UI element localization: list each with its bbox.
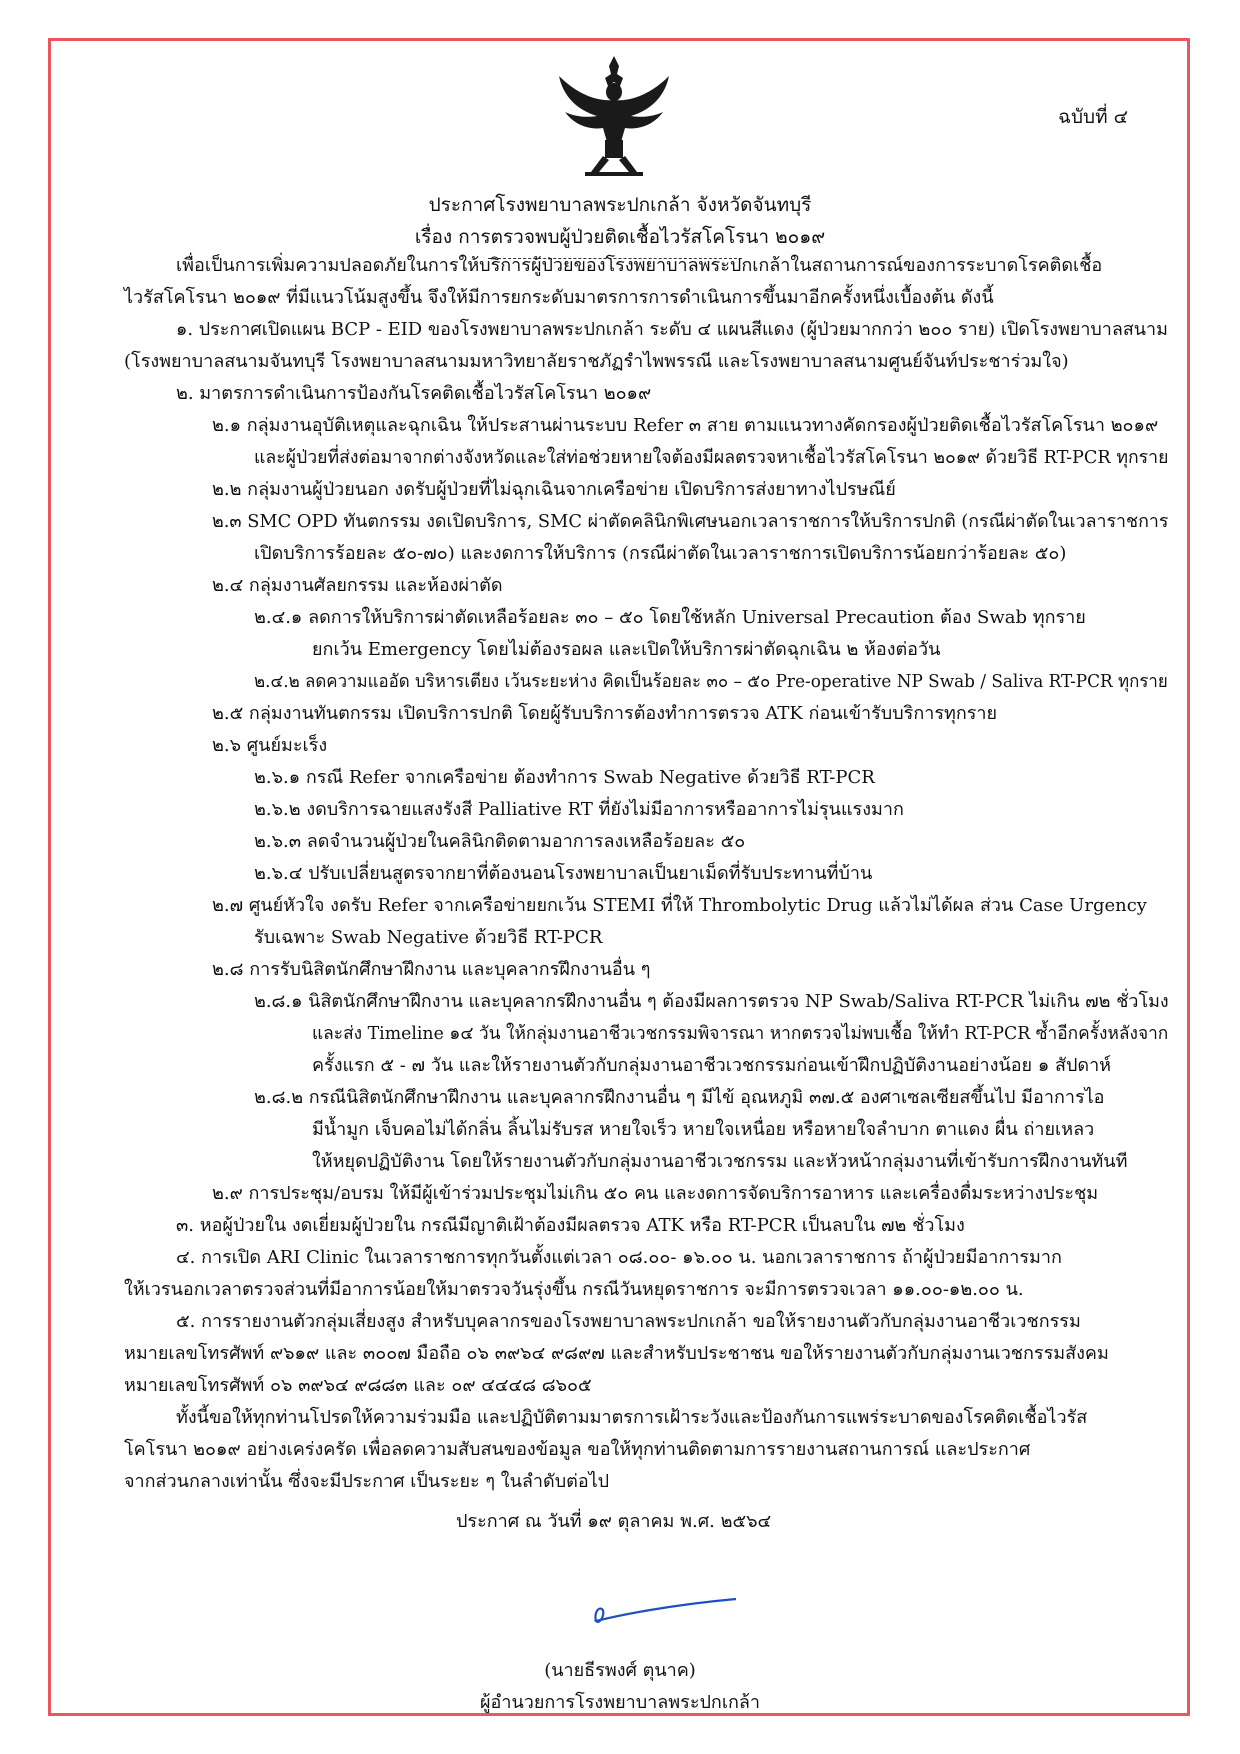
item-2-6-1: ๒.๖.๑ กรณี Refer จากเครือข่าย ต้องทำการ Swab Negative ด้วยวิธี RT-PCR — [254, 767, 875, 788]
closing-line: โคโรนา ๒๐๑๙ อย่างเคร่งครัด เพื่อลดความสับสนของข้อมูล ขอให้ทุกท่านติดตามการรายงานสถานการณ์ และประกาศ — [124, 1439, 1031, 1460]
announcement-subject: เรื่อง การตรวจพบผู้ป่วยติดเชื้อไวรัสโคโรนา ๒๐๑๙ — [414, 226, 826, 248]
edition-number: ฉบับที่ ๔ — [1058, 106, 1129, 128]
item-2-1-cont: และผู้ป่วยที่ส่งต่อมาจากต่างจังหวัดและใส่ท่อช่วยหายใจต้องมีผลตรวจหาเชื้อไวรัสโคโรนา ๒๐๑๙ ด้วยวิธี RT-PCR ทุกราย — [254, 447, 1169, 468]
signer-position: ผู้อำนวยการโรงพยาบาลพระปกเกล้า — [479, 1692, 761, 1713]
item-2-8-2: ๒.๘.๒ กรณีนิสิตนักศึกษาฝึกงาน และบุคลากรฝึกงานอื่น ๆ มีไข้ อุณหภูมิ ๓๗.๕ องศาเซลเซียสขึ้นไป มีอาการไอ — [254, 1087, 1105, 1108]
item-2-8-1-cont: และส่ง Timeline ๑๔ วัน ให้กลุ่มงานอาชีวเวชกรรมพิจารณา หากตรวจไม่พบเชื้อ ให้ทำ RT-PCR ซ้ำอีกครั้งหลังจาก — [312, 1023, 1169, 1044]
item-2-6: ๒.๖ ศูนย์มะเร็ง — [212, 735, 328, 756]
item-2: ๒. มาตรการดำเนินการป้องกันโรคติดเชื้อไวรัสโคโรนา ๒๐๑๙ — [176, 383, 652, 404]
signer-name: (นายธีรพงศ์ ตุนาค) — [544, 1660, 696, 1681]
item-1-cont: (โรงพยาบาลสนามจันทบุรี โรงพยาบาลสนามมหาวิทยาลัยราชภัฏรำไพพรรณี และโรงพยาบาลสนามศูนย์จันท์ประชาร่วมใจ) — [124, 351, 1069, 372]
item-2-8-1-cont: ครั้งแรก ๕ - ๗ วัน และให้รายงานตัวกับกลุ่มงานอาชีวเวชกรรมก่อนเข้าฝึกปฏิบัติงานอย่างน้อย ๑ สัปดาห์ — [312, 1055, 1112, 1076]
item-2-4-2: ๒.๔.๒ ลดความแออัด บริหารเตียง เว้นระยะห่าง คิดเป็นร้อยละ ๓๐ – ๕๐ Pre-operative NP Swab / Saliva RT-PCR ทุกราย — [254, 671, 1168, 692]
closing-line: จากส่วนกลางเท่านั้น ซึ่งจะมีประกาศ เป็นระยะ ๆ ในลำดับต่อไป — [124, 1471, 610, 1492]
item-5-cont: หมายเลขโทรศัพท์ ๐๖ ๓๙๖๔ ๙๘๘๓ และ ๐๙ ๔๔๔๘ ๘๖๐๕ — [124, 1375, 592, 1396]
intro-line: ไวรัสโคโรนา ๒๐๑๙ ที่มีแนวโน้มสูงขึ้น จึงให้มีการยกระดับมาตรการการดำเนินการขึ้นมาอีกครั้งหนึ่งเบื้องต้น ดังนี้ — [124, 287, 994, 308]
item-2-2: ๒.๒ กลุ่มงานผู้ป่วยนอก งดรับผู้ป่วยที่ไม่ฉุกเฉินจากเครือข่าย เปิดบริการส่งยาทางไปรษณีย์ — [212, 479, 896, 500]
item-2-7-cont: รับเฉพาะ Swab Negative ด้วยวิธี RT-PCR — [254, 927, 603, 948]
item-2-1: ๒.๑ กลุ่มงานอุบัติเหตุและฉุกเฉิน ให้ประสานผ่านระบบ Refer ๓ สาย ตามแนวทางคัดกรองผู้ป่วยติดเชื้อไวรัสโคโรนา ๒๐๑๙ — [212, 415, 1159, 436]
item-2-8-1: ๒.๘.๑ นิสิตนักศึกษาฝึกงาน และบุคลากรฝึกงานอื่น ๆ ต้องมีผลการตรวจ NP Swab/Saliva RT-PCR ไม่เกิน ๗๒ ชั่วโมง — [254, 991, 1169, 1012]
item-2-4-1-cont: ยกเว้น Emergency โดยไม่ต้องรอผล และเปิดให้บริการผ่าตัดฉุกเฉิน ๒ ห้องต่อวัน — [312, 639, 941, 660]
item-2-8-2-cont: มีน้ำมูก เจ็บคอไม่ได้กลิ่น ลิ้นไม่รับรส หายใจเร็ว หายใจเหนื่อย หรือหายใจลำบาก ตาแดง ผื่น ถ่ายเหลว — [312, 1119, 1095, 1140]
handwritten-signature — [590, 1591, 740, 1631]
item-2-8-2-cont: ให้หยุดปฏิบัติงาน โดยให้รายงานตัวกับกลุ่มงานอาชีวเวชกรรม และหัวหน้ากลุ่มงานที่เข้ารับการฝึกงานทันที — [312, 1151, 1128, 1172]
announcement-date: ประกาศ ณ วันที่ ๑๙ ตุลาคม พ.ศ. ๒๕๖๔ — [456, 1511, 772, 1532]
item-2-4: ๒.๔ กลุ่มงานศัลยกรรม และห้องผ่าตัด — [212, 575, 503, 596]
item-1: ๑. ประกาศเปิดแผน BCP - EID ของโรงพยาบาลพระปกเกล้า ระดับ ๔ แผนสีแดง (ผู้ป่วยมากกว่า ๒๐๐ ราย) เปิดโรงพยาบาลสนาม — [176, 319, 1168, 340]
item-5-cont: หมายเลขโทรศัพท์ ๙๖๑๙ และ ๓๐๐๗ มือถือ ๐๖ ๓๙๖๔ ๙๘๙๗ และสำหรับประชาชน ขอให้รายงานตัวกับกลุ่มงานเวชกรรมสังคม — [124, 1343, 1109, 1364]
intro-line: เพื่อเป็นการเพิ่มความปลอดภัยในการให้บริการผู้ป่วยของโรงพยาบาลพระปกเกล้าในสถานการณ์ของการระบาดโรคติดเชื้อ — [176, 255, 1103, 276]
announcement-title: ประกาศโรงพยาบาลพระปกเกล้า จังหวัดจันทบุรี — [428, 194, 812, 216]
closing-line: ทั้งนี้ขอให้ทุกท่านโปรดให้ความร่วมมือ และปฏิบัติตามมาตรการเฝ้าระวังและป้องกันการแพร่ระบาดของโรคติดเชื้อไวรัส — [176, 1407, 1088, 1428]
item-5: ๕. การรายงานตัวกลุ่มเสี่ยงสูง สำหรับบุคลากรของโรงพยาบาลพระปกเกล้า ขอให้รายงานตัวกับกลุ่มงานอาชีวเวชกรรม — [176, 1311, 1081, 1332]
item-2-5: ๒.๕ กลุ่มงานทันตกรรม เปิดบริการปกติ โดยผู้รับบริการต้องทำการตรวจ ATK ก่อนเข้ารับบริการทุกราย — [212, 703, 998, 724]
item-4: ๔. การเปิด ARI Clinic ในเวลาราชการทุกวันตั้งแต่เวลา ๐๘.๐๐- ๑๖.๐๐ น. นอกเวลาราชการ ถ้าผู้ป่วยมีอาการมาก — [176, 1247, 1062, 1268]
item-2-6-4: ๒.๖.๔ ปรับเปลี่ยนสูตรจากยาที่ต้องนอนโรงพยาบาลเป็นยาเม็ดที่รับประทานที่บ้าน — [254, 863, 873, 884]
item-2-6-3: ๒.๖.๓ ลดจำนวนผู้ป่วยในคลินิกติดตามอาการลงเหลือร้อยละ ๕๐ — [254, 831, 746, 852]
item-2-3: ๒.๓ SMC OPD ทันตกรรม งดเปิดบริการ, SMC ผ่าตัดคลินิกพิเศษนอกเวลาราชการให้บริการปกติ (กรณีผ่าตัดในเวลาราชการ — [212, 511, 1169, 532]
item-2-7: ๒.๗ ศูนย์หัวใจ งดรับ Refer จากเครือข่ายยกเว้น STEMI ที่ให้ Thrombolytic Drug แล้วไม่ได้ผล ส่วน Case Urgency — [212, 895, 1147, 916]
item-2-3-cont: เปิดบริการร้อยละ ๕๐-๗๐) และงดการให้บริการ (กรณีผ่าตัดในเวลาราชการเปิดบริการน้อยกว่าร้อยละ ๕๐) — [254, 543, 1067, 564]
item-2-6-2: ๒.๖.๒ งดบริการฉายแสงรังสี Palliative RT ที่ยังไม่มีอาการหรืออาการไม่รุนแรงมาก — [254, 799, 904, 820]
item-2-8: ๒.๘ การรับนิสิตนักศึกษาฝึกงาน และบุคลากรฝึกงานอื่น ๆ — [212, 959, 651, 980]
item-2-4-1: ๒.๔.๑ ลดการให้บริการผ่าตัดเหลือร้อยละ ๓๐ – ๕๐ โดยใช้หลัก Universal Precaution ต้อง Swab ทุกราย — [254, 607, 1086, 628]
garuda-emblem — [555, 52, 673, 180]
item-3: ๓. หอผู้ป่วยใน งดเยี่ยมผู้ป่วยใน กรณีมีญาติเฝ้าต้องมีผลตรวจ ATK หรือ RT-PCR เป็นลบใน ๗๒ ชั่วโมง — [176, 1215, 965, 1236]
item-2-9: ๒.๙ การประชุม/อบรม ให้มีผู้เข้าร่วมประชุมไม่เกิน ๕๐ คน และงดการจัดบริการอาหาร และเครื่องดื่มระหว่างประชุม — [212, 1183, 1099, 1204]
item-4-cont: ให้เวรนอกเวลาตรวจส่วนที่มีอาการน้อยให้มาตรวจวันรุ่งขึ้น กรณีวันหยุดราชการ จะมีการตรวจเวลา ๑๑.๐๐-๑๒.๐๐ น. — [124, 1279, 1024, 1300]
